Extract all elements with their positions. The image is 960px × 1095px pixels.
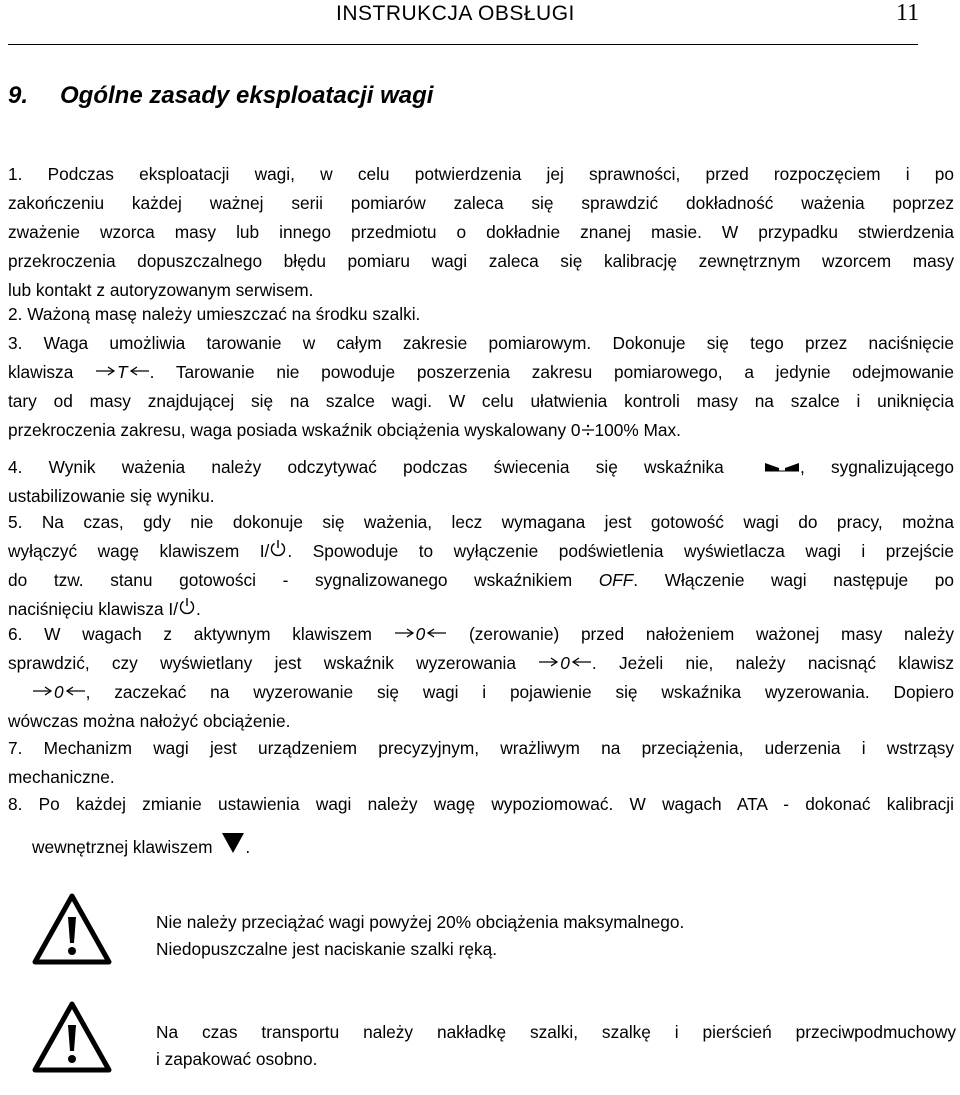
warning-line: i zapakować osobno. — [156, 1049, 318, 1069]
item-4-text: 4. Wynik ważenia należy odczytywać podczas świecenia się wskaźnika — [8, 457, 724, 477]
arrow-right-icon — [394, 626, 416, 640]
tare-key-label: T — [117, 362, 128, 382]
warning-line: Niedopuszczalne jest naciskanie szalki ręką. — [156, 939, 497, 959]
warning-line: Na czas transportu należy nakładkę szalki, szalkę i pierścień przeciwpodmuchowy — [156, 1022, 956, 1042]
item-3-text: przekroczenia zakresu, waga posiada wskaźnik obciążenia wyskalowany 0 — [8, 420, 581, 440]
tare-key-symbol — [95, 358, 150, 387]
item-4 — [8, 453, 954, 511]
item-7-line: mechaniczne. — [8, 767, 115, 787]
item-1-line: zważenie wzorca masy lub innego przedmiotu o dokładnie znanej masie. W przypadku stwierdzenia — [8, 222, 954, 242]
item-1-line: 1. Podczas eksploatacji wagi, w celu potwierdzenia jej sprawności, przed rozpoczęciem i po — [8, 164, 954, 184]
item-1-line: zakończeniu każdej ważnej serii pomiarów zaleca się sprawdzić dokładność ważenia poprzez — [8, 193, 954, 213]
item-5-text: naciśnięciu klawisza I/ — [8, 599, 179, 619]
item-3-text: klawisza — [8, 362, 96, 382]
item-4-line — [8, 453, 954, 482]
item-8-line — [8, 831, 954, 860]
item-3-line: tary od masy znajdującej się na szalce wagi. W celu ułatwienia kontroli masy na szalce i uniknięcia — [8, 391, 954, 411]
item-2-line: 2. Ważoną masę należy umieszczać na środku szalki. — [8, 304, 421, 324]
item-6-text: (zerowanie) przed nałożeniem ważonej masy należy — [447, 624, 954, 644]
item-5-text: do tzw. stanu gotowości - sygnalizowanego wskaźnikiem — [8, 570, 599, 590]
header-title: INSTRUKCJA OBSŁUGI — [336, 2, 575, 25]
section-number: 9. — [8, 82, 29, 109]
zero-key-label: 0 — [415, 624, 426, 644]
power-icon — [269, 539, 287, 557]
off-indicator-label: OFF — [598, 570, 634, 590]
warning-block — [32, 1001, 956, 1078]
item-1-line: lub kontakt z autoryzowanym serwisem. — [8, 280, 314, 300]
item-3-line — [8, 358, 954, 387]
item-6-text: sprawdzić, czy wyświetlany jest wskaźnik wyzerowania — [8, 653, 539, 673]
arrow-left-icon — [570, 655, 592, 669]
page-header — [0, 0, 960, 48]
section-heading — [8, 82, 433, 110]
stability-indicator-icon — [764, 459, 800, 473]
zero-key-label: 0 — [54, 682, 64, 702]
item-5 — [8, 508, 954, 624]
zero-indicator-label: 0 — [560, 653, 570, 673]
arrow-left-icon — [425, 626, 447, 640]
warning-triangle-icon — [32, 1001, 112, 1073]
item-5-line — [8, 566, 954, 595]
zero-key-symbol — [394, 620, 448, 649]
item-5-text: . — [196, 599, 201, 619]
arrow-right-icon — [95, 364, 117, 378]
item-7 — [8, 734, 954, 792]
arrow-right-icon — [32, 684, 54, 698]
item-8-text: . — [245, 837, 251, 857]
item-6-line — [8, 649, 954, 678]
warning-text — [156, 909, 956, 963]
header-rule — [8, 44, 918, 45]
item-3-text: 100% Max. — [594, 420, 681, 440]
warning-block — [32, 893, 685, 970]
arrow-left-icon — [64, 684, 86, 698]
item-6-text: 6. W wagach z aktywnym klawiszem — [8, 624, 394, 644]
item-5-line — [8, 537, 954, 566]
item-6-text: . Jeżeli nie, należy nacisnąć klawisz — [591, 653, 954, 673]
item-4-text: , sygnalizującego — [800, 457, 954, 477]
item-5-text: . Włączenie wagi następuje po — [633, 570, 954, 590]
power-icon — [178, 597, 196, 615]
arrow-right-icon — [538, 655, 560, 669]
section-title: Ogólne zasady eksploatacji wagi — [60, 82, 434, 109]
warning-line: Nie należy przeciążać wagi powyżej 20% obciążenia maksymalnego. — [156, 912, 685, 932]
item-3-line: 3. Waga umożliwia tarowanie w całym zakresie pomiarowym. Dokonuje się tego przez naciśnięcie — [8, 333, 954, 353]
item-7-line: 7. Mechanizm wagi jest urządzeniem precyzyjnym, wrażliwym na przeciążenia, uderzenia i wstrząsy — [8, 738, 954, 758]
item-6-text: , zaczekać na wyzerowanie się wagi i pojawienie się wskaźnika wyzerowania. Dopiero — [85, 682, 954, 702]
item-3 — [8, 329, 954, 445]
item-6 — [8, 620, 954, 736]
stability-indicator — [764, 453, 800, 482]
item-5-line: 5. Na czas, gdy nie dokonuje się ważenia, lecz wymagana jest gotowość wagi do pracy, można — [8, 512, 954, 532]
warning-triangle-icon — [32, 893, 112, 965]
item-2 — [8, 300, 954, 329]
down-triangle-icon — [221, 831, 245, 855]
item-8-line: 8. Po każdej zmianie ustawienia wagi należy wagę wypoziomować. W wagach ATA - dokonać kalibracji — [8, 794, 954, 814]
item-3-text: . Tarowanie nie powoduje poszerzenia zakresu pomiarowego, a jedynie odejmowanie — [149, 362, 954, 382]
item-5-text: . Spowoduje to wyłączenie podświetlenia wyświetlacza wagi i przejście — [287, 541, 954, 561]
division-sign-icon — [581, 424, 595, 436]
item-1 — [8, 160, 954, 305]
item-6-line: wówczas można nałożyć obciążenie. — [8, 711, 291, 731]
page-number: 11 — [896, 0, 920, 26]
zero-key-symbol — [32, 678, 86, 707]
zero-indicator-symbol — [538, 649, 592, 678]
item-6-line — [8, 678, 954, 707]
item-4-line: ustabilizowanie się wyniku. — [8, 486, 215, 506]
item-5-text: wyłączyć wagę klawiszem I/ — [8, 541, 270, 561]
item-6-line — [8, 620, 954, 649]
item-3-line — [8, 416, 954, 445]
warning-text — [156, 1019, 956, 1073]
item-1-line: przekroczenia dopuszczalnego błędu pomiaru wagi zaleca się kalibrację zewnętrznym wzorcem masy — [8, 251, 954, 271]
item-8-text: wewnętrznej klawiszem — [32, 837, 213, 857]
item-8 — [8, 790, 954, 860]
arrow-left-icon — [128, 364, 150, 378]
